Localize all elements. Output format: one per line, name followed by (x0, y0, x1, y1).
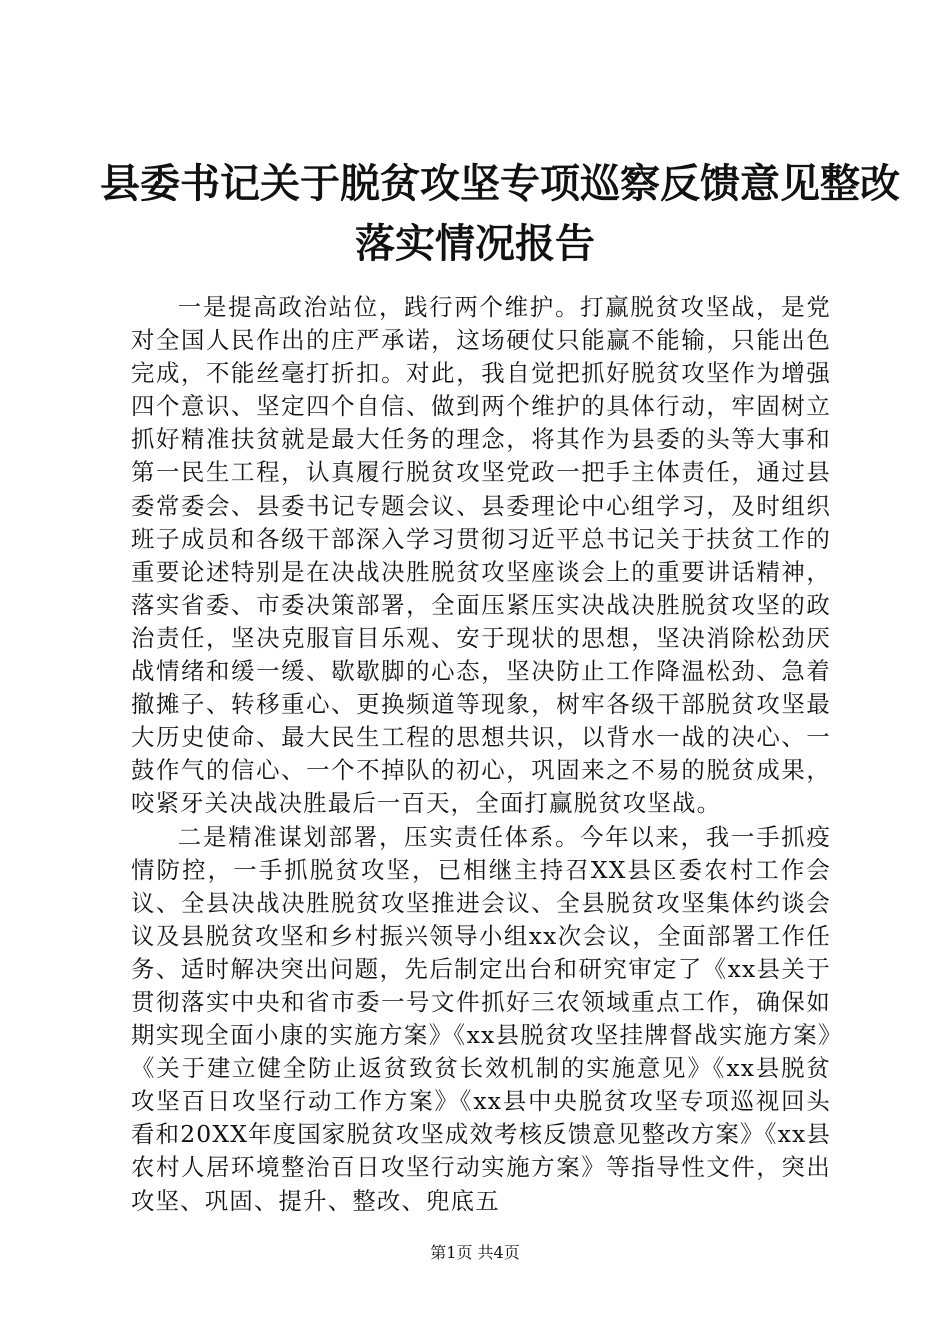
page-number-footer: 第1页 共4页 (430, 1243, 520, 1262)
paragraph-1: 一是提高政治站位，践行两个维护。打赢脱贫攻坚战，是党对全国人民作出的庄严承诺，这场硬仗只能赢不能输，只能出色完成，不能丝毫打折扣。对此，我自觉把抓好脱贫攻坚作为增强四个意识、坚定四个自信、做到两个维护的具体行动，牢固树立抓好精准扶贫就是最大任务的理念，将其作为县委的头等大事和第一民生工程，认真履行脱贫攻坚党政一把手主体责任，通过县委常委会、县委书记专题会议、县委理论中心组学习，及时组织班子成员和各级干部深入学习贯彻习近平总书记关于扶贫工作的重要论述特别是在决战决胜脱贫攻坚座谈会上的重要讲话精神，落实省委、市委决策部署，全面压紧压实决战决胜脱贫攻坚的政治责任，坚决克服盲目乐观、安于现状的思想，坚决消除松劲厌战情绪和缓一缓、歇歇脚的心态，坚决防止工作降温松劲、急着撤摊子、转移重心、更换频道等现象，树牢各级干部脱贫攻坚最大历史使命、最大民生工程的思想共识，以背水一战的决心、一鼓作气的信心、一个不掉队的初心，巩固来之不易的脱贫成果，咬紧牙关决战决胜最后一百天，全面打赢脱贫攻坚战。 (131, 293, 831, 818)
document-title-line-2: 落实情况报告 (355, 220, 595, 267)
document-body (131, 291, 831, 1218)
document-title-line-1: 县委书记关于脱贫攻坚专项巡察反馈意见整改 (100, 160, 900, 207)
paragraph-2: 二是精准谋划部署，压实责任体系。今年以来，我一手抓疫情防控，一手抓脱贫攻坚，已相继主持召XX县区委农村工作会议、全县决战决胜脱贫攻坚推进会议、全县脱贫攻坚集体约谈会议及县脱贫攻坚和乡村振兴领导小组xx次会议，全面部署工作任务、适时解决突出问题，先后制定出台和研究审定了《xx县关于贯彻落实中央和省市委一号文件抓好三农领域重点工作，确保如期实现全面小康的实施方案》《xx县脱贫攻坚挂牌督战实施方案》《关于建立健全防止返贫致贫长效机制的实施意见》《xx县脱贫攻坚百日攻坚行动工作方案》《xx县中央脱贫攻坚专项巡视回头看和20XX年度国家脱贫攻坚成效考核反馈意见整改方案》《xx县农村人居环境整治百日攻坚行动实施方案》等指导性文件，突出攻坚、巩固、提升、整改、兜底五 (131, 822, 831, 1215)
